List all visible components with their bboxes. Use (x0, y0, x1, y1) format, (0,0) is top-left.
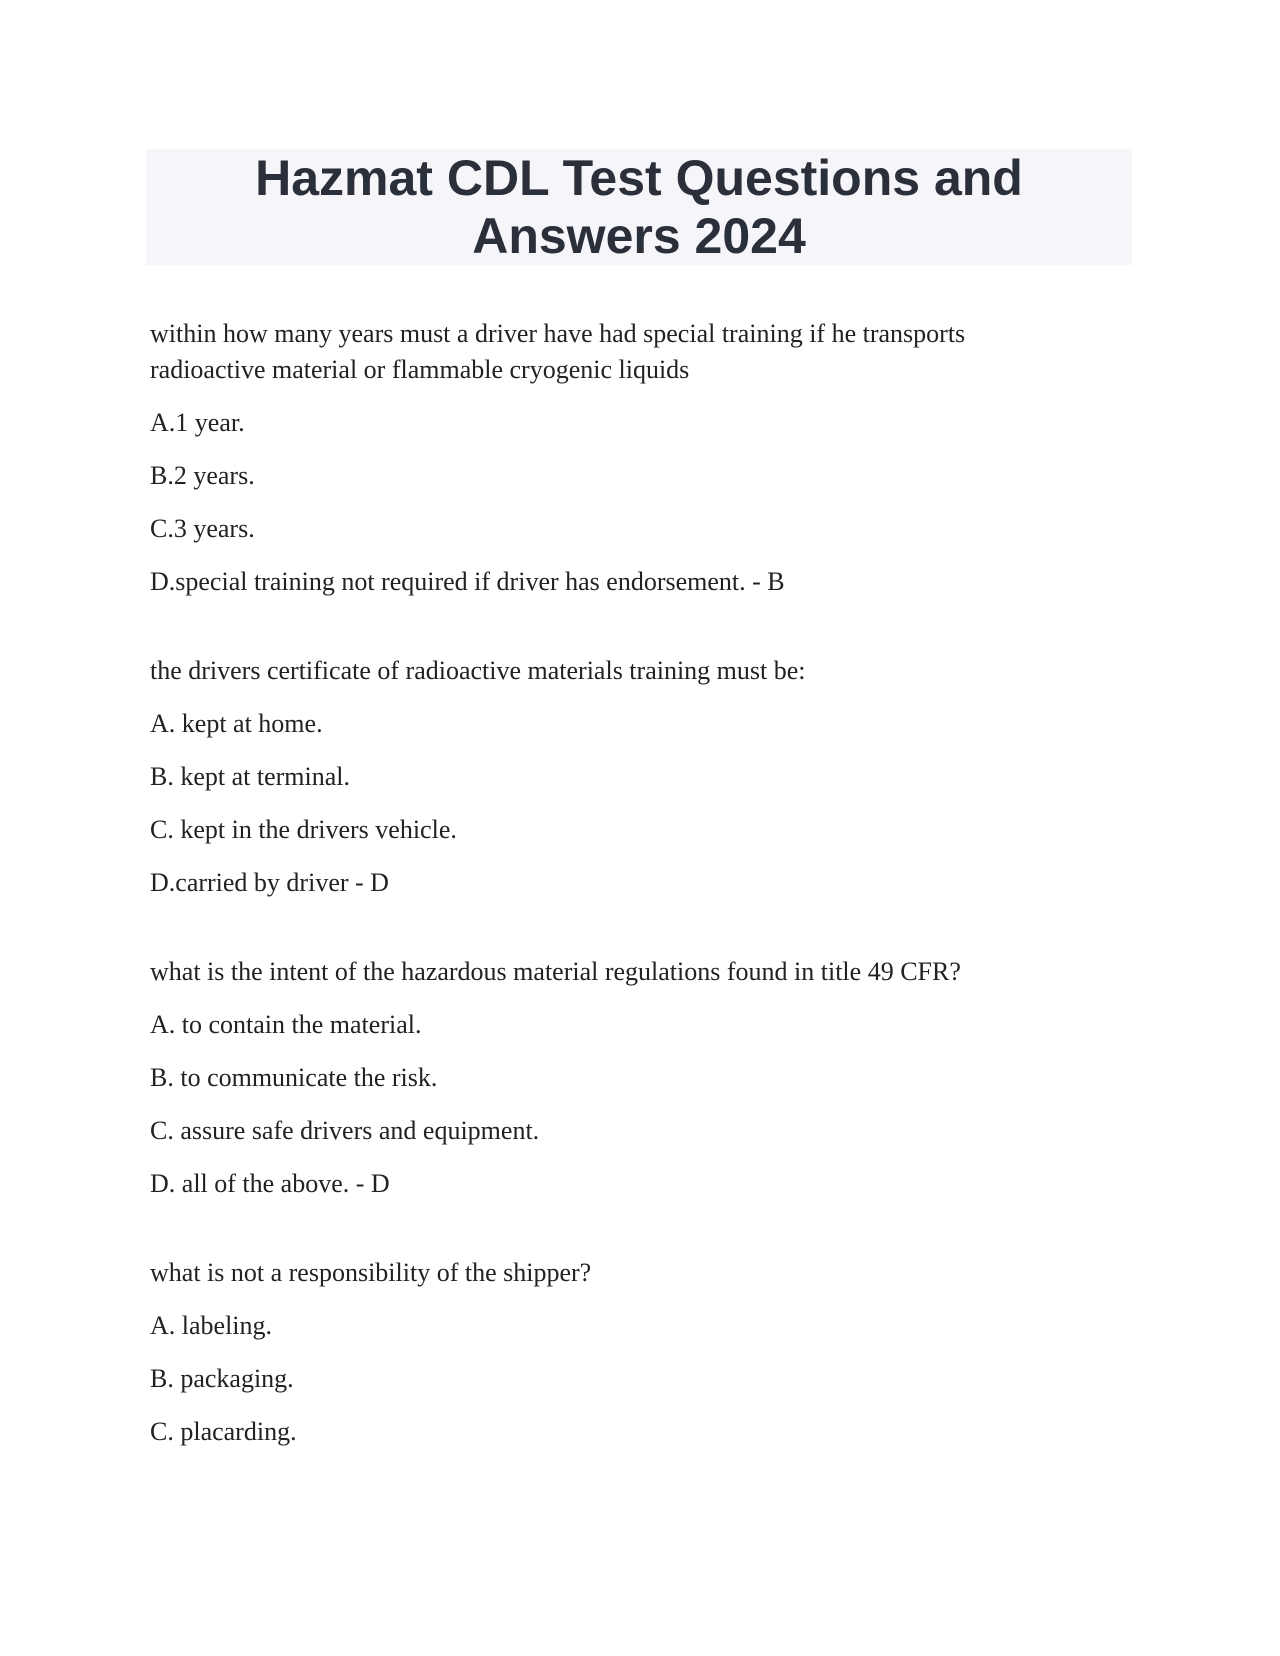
answer-option: C. placarding. (150, 1417, 297, 1446)
answer-option: B. packaging. (150, 1364, 294, 1393)
answer-option: B. to communicate the risk. (150, 1063, 438, 1092)
title-banner (146, 149, 1132, 265)
question-block (150, 954, 1080, 1202)
answer-option: C. kept in the drivers vehicle. (150, 815, 457, 844)
answer-option: C.3 years. (150, 514, 255, 543)
document-title: Hazmat CDL Test Questions and Answers 2024 (255, 150, 1023, 264)
answer-option: B. kept at terminal. (150, 762, 351, 791)
questions-list (150, 316, 1080, 1503)
question-text: within how many years must a driver have had special training if he transports radioactive material or flammable cryogenic liquids (150, 319, 966, 384)
answer-option: A. kept at home. (150, 709, 323, 738)
question-text: what is the intent of the hazardous material regulations found in title 49 CFR? (150, 957, 961, 986)
answer-option: A. to contain the material. (150, 1010, 422, 1039)
answer-option: D.carried by driver - D (150, 868, 389, 897)
answer-option: B.2 years. (150, 461, 255, 490)
question-block (150, 653, 1080, 901)
answer-option: A. labeling. (150, 1311, 273, 1340)
answer-option: C. assure safe drivers and equipment. (150, 1116, 540, 1145)
answer-option: D. all of the above. - D (150, 1169, 390, 1198)
question-block (150, 1255, 1080, 1450)
question-block (150, 316, 1080, 600)
answer-option: A.1 year. (150, 408, 245, 437)
answer-option: D.special training not required if driver has endorsement. - B (150, 567, 785, 596)
question-text: what is not a responsibility of the shipper? (150, 1258, 592, 1287)
question-text: the drivers certificate of radioactive materials training must be: (150, 656, 806, 685)
